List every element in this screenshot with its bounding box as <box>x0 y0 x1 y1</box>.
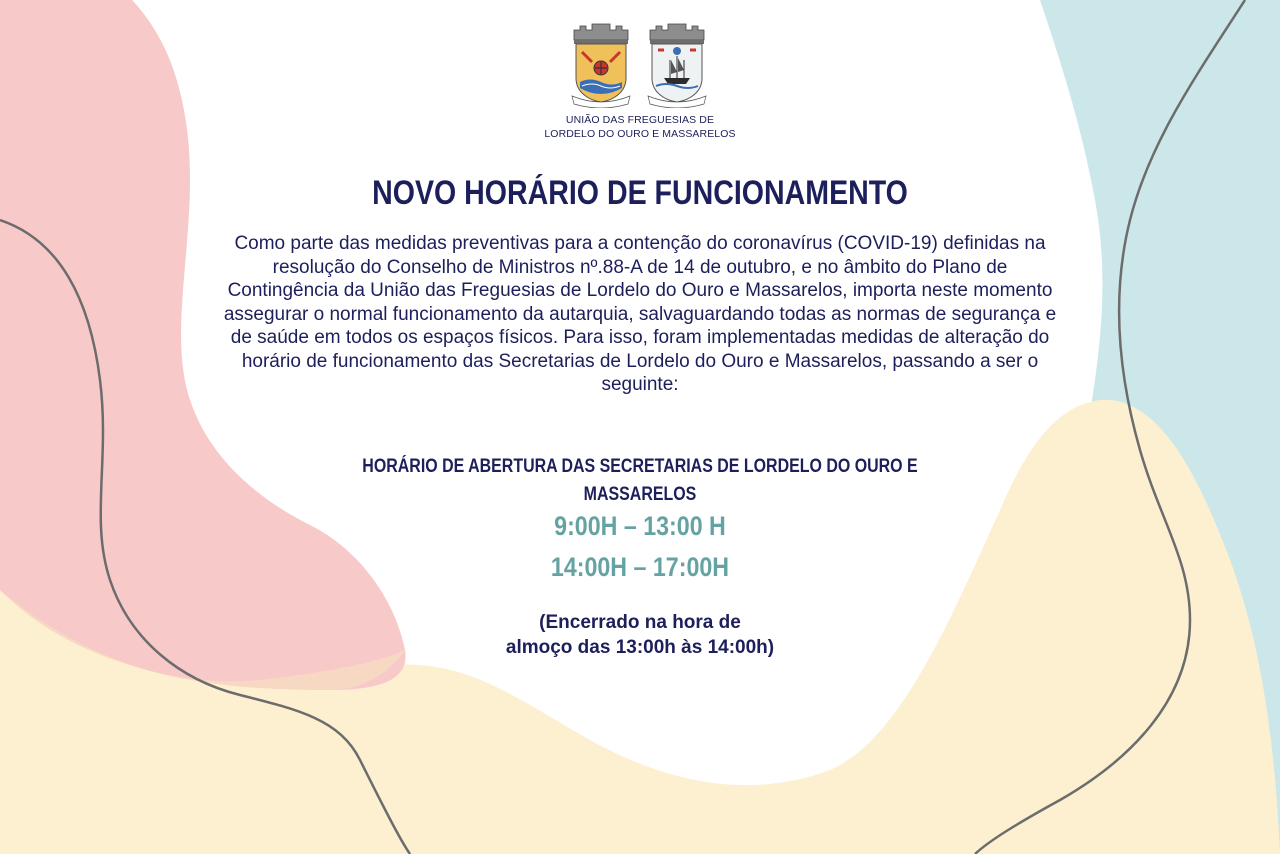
announcement-body: Como parte das medidas preventivas para a contenção do coronavírus (COVID-19) definidas na resolução do Conselho de Ministros nº.88-A de 14 de outubro, e no âmbito do Plano de Contingência da União das Freguesias de Lordelo do Ouro e Massarelos, importa neste momento assegurar o normal funcionamento da autarquia, salvaguardando todas as normas de segurança e de saúde em todos os espaços físicos. Para isso, foram implementadas medidas de alteração do horário de funcionamento das Secretarias de Lordelo do Ouro e Massarelos, passando a ser o seguinte: <box>223 233 1057 395</box>
massarelos-crest-icon <box>644 22 710 108</box>
org-name-line-1: UNIÃO DAS FREGUESIAS DE <box>565 114 715 126</box>
crests-logo <box>566 22 714 112</box>
lunch-closure-note-line-1: (Encerrado na hora de <box>539 612 741 633</box>
lunch-closure-note-line-2: almoço das 13:00h às 14:00h) <box>505 637 775 658</box>
org-name-line-2: LORDELO DO OURO E MASSARELOS <box>544 128 736 140</box>
afternoon-hours: 14:00H – 17:00H <box>550 552 730 582</box>
page-title: NOVO HORÁRIO DE FUNCIONAMENTO <box>372 174 908 212</box>
lordelo-do-ouro-crest-icon <box>568 22 634 108</box>
morning-hours: 9:00H – 13:00 H <box>554 511 726 541</box>
opening-hours-heading: HORÁRIO DE ABERTURA DAS SECRETARIAS DE LORDELO DO OURO E MASSARELOS <box>362 456 918 505</box>
